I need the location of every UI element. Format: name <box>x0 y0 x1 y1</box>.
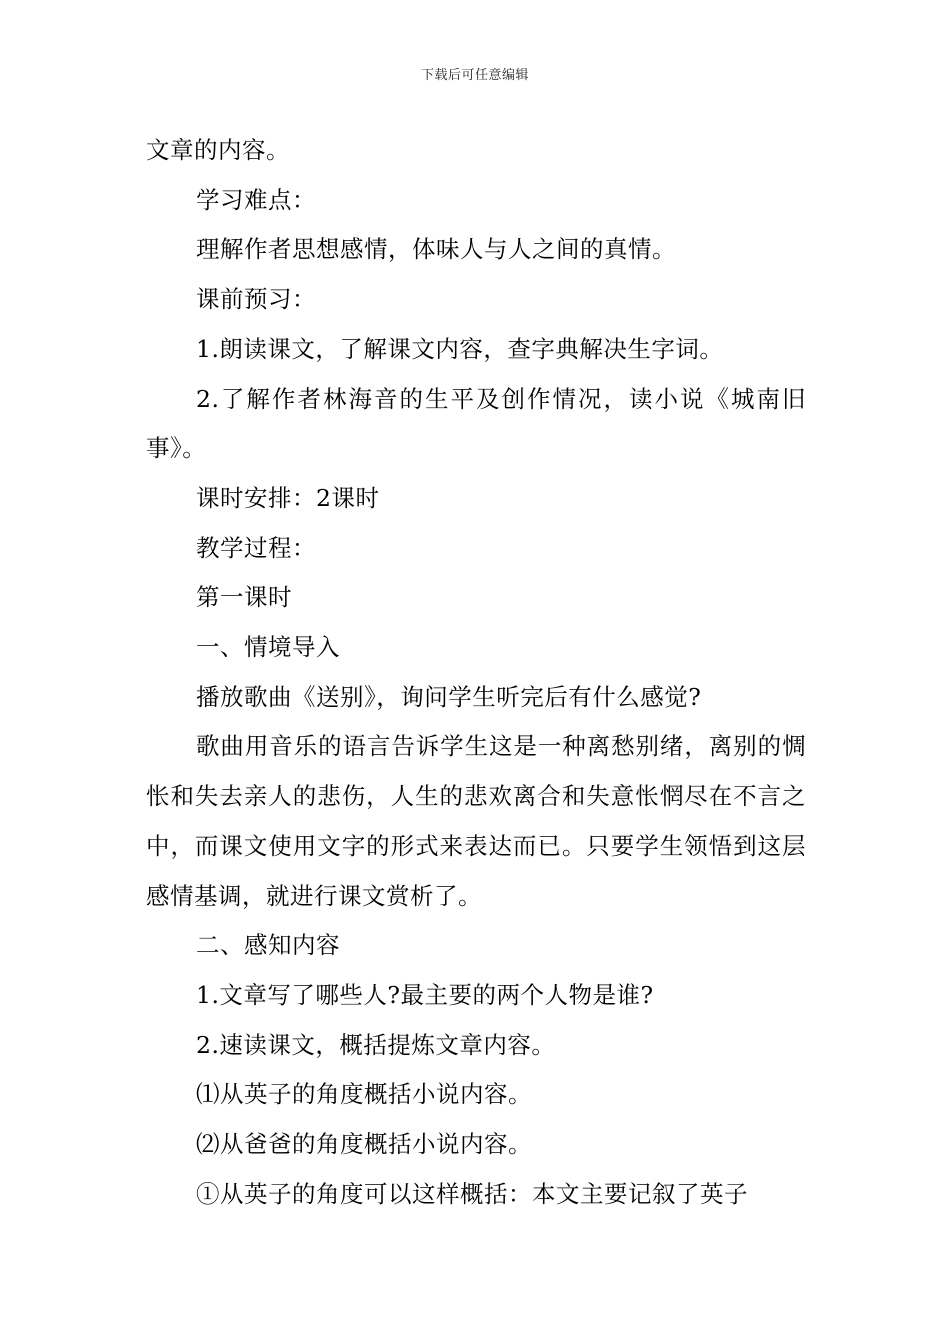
paragraph: 学习难点： <box>196 185 316 214</box>
document-body <box>146 126 806 1219</box>
paragraph: 教学过程： <box>196 533 316 562</box>
paragraph: ⑴从英子的角度概括小说内容。 <box>196 1080 532 1109</box>
paragraph: 二、感知内容 <box>196 931 340 960</box>
paragraph: 1.朗读课文，了解课文内容，查字典解决生字词。 <box>196 334 724 363</box>
paragraph: 播放歌曲《送别》，询问学生听完后有什么感觉? <box>196 682 702 711</box>
page-header: 下载后可任意编辑 <box>420 68 529 83</box>
paragraph: 第一课时 <box>196 583 292 612</box>
paragraph: 2.速读课文，概括提炼文章内容。 <box>196 1030 556 1059</box>
paragraph: 歌曲用音乐的语言告诉学生这是一种离愁别绪，离别的惆怅和失去亲人的悲伤，人生的悲欢离合和失意怅惘尽在不言之中，而课文使用文字的形式来表达而已。只要学生领悟到这层感情基调，就进行课文赏析了。 <box>146 732 806 910</box>
paragraph: 课前预习： <box>196 285 316 314</box>
paragraph: ①从英子的角度可以这样概括：本文主要记叙了英子 <box>196 1179 748 1208</box>
paragraph: 2.了解作者林海音的生平及创作情况，读小说《城南旧事》。 <box>146 384 806 463</box>
paragraph: 课时安排：2课时 <box>196 483 380 512</box>
paragraph: 文章的内容。 <box>146 136 290 164</box>
paragraph: 1.文章写了哪些人?最主要的两个人物是谁? <box>196 980 654 1009</box>
paragraph: 一、情境导入 <box>196 633 340 662</box>
paragraph: 理解作者思想感情，体味人与人之间的真情。 <box>196 235 676 264</box>
paragraph: ⑵从爸爸的角度概括小说内容。 <box>196 1130 532 1159</box>
